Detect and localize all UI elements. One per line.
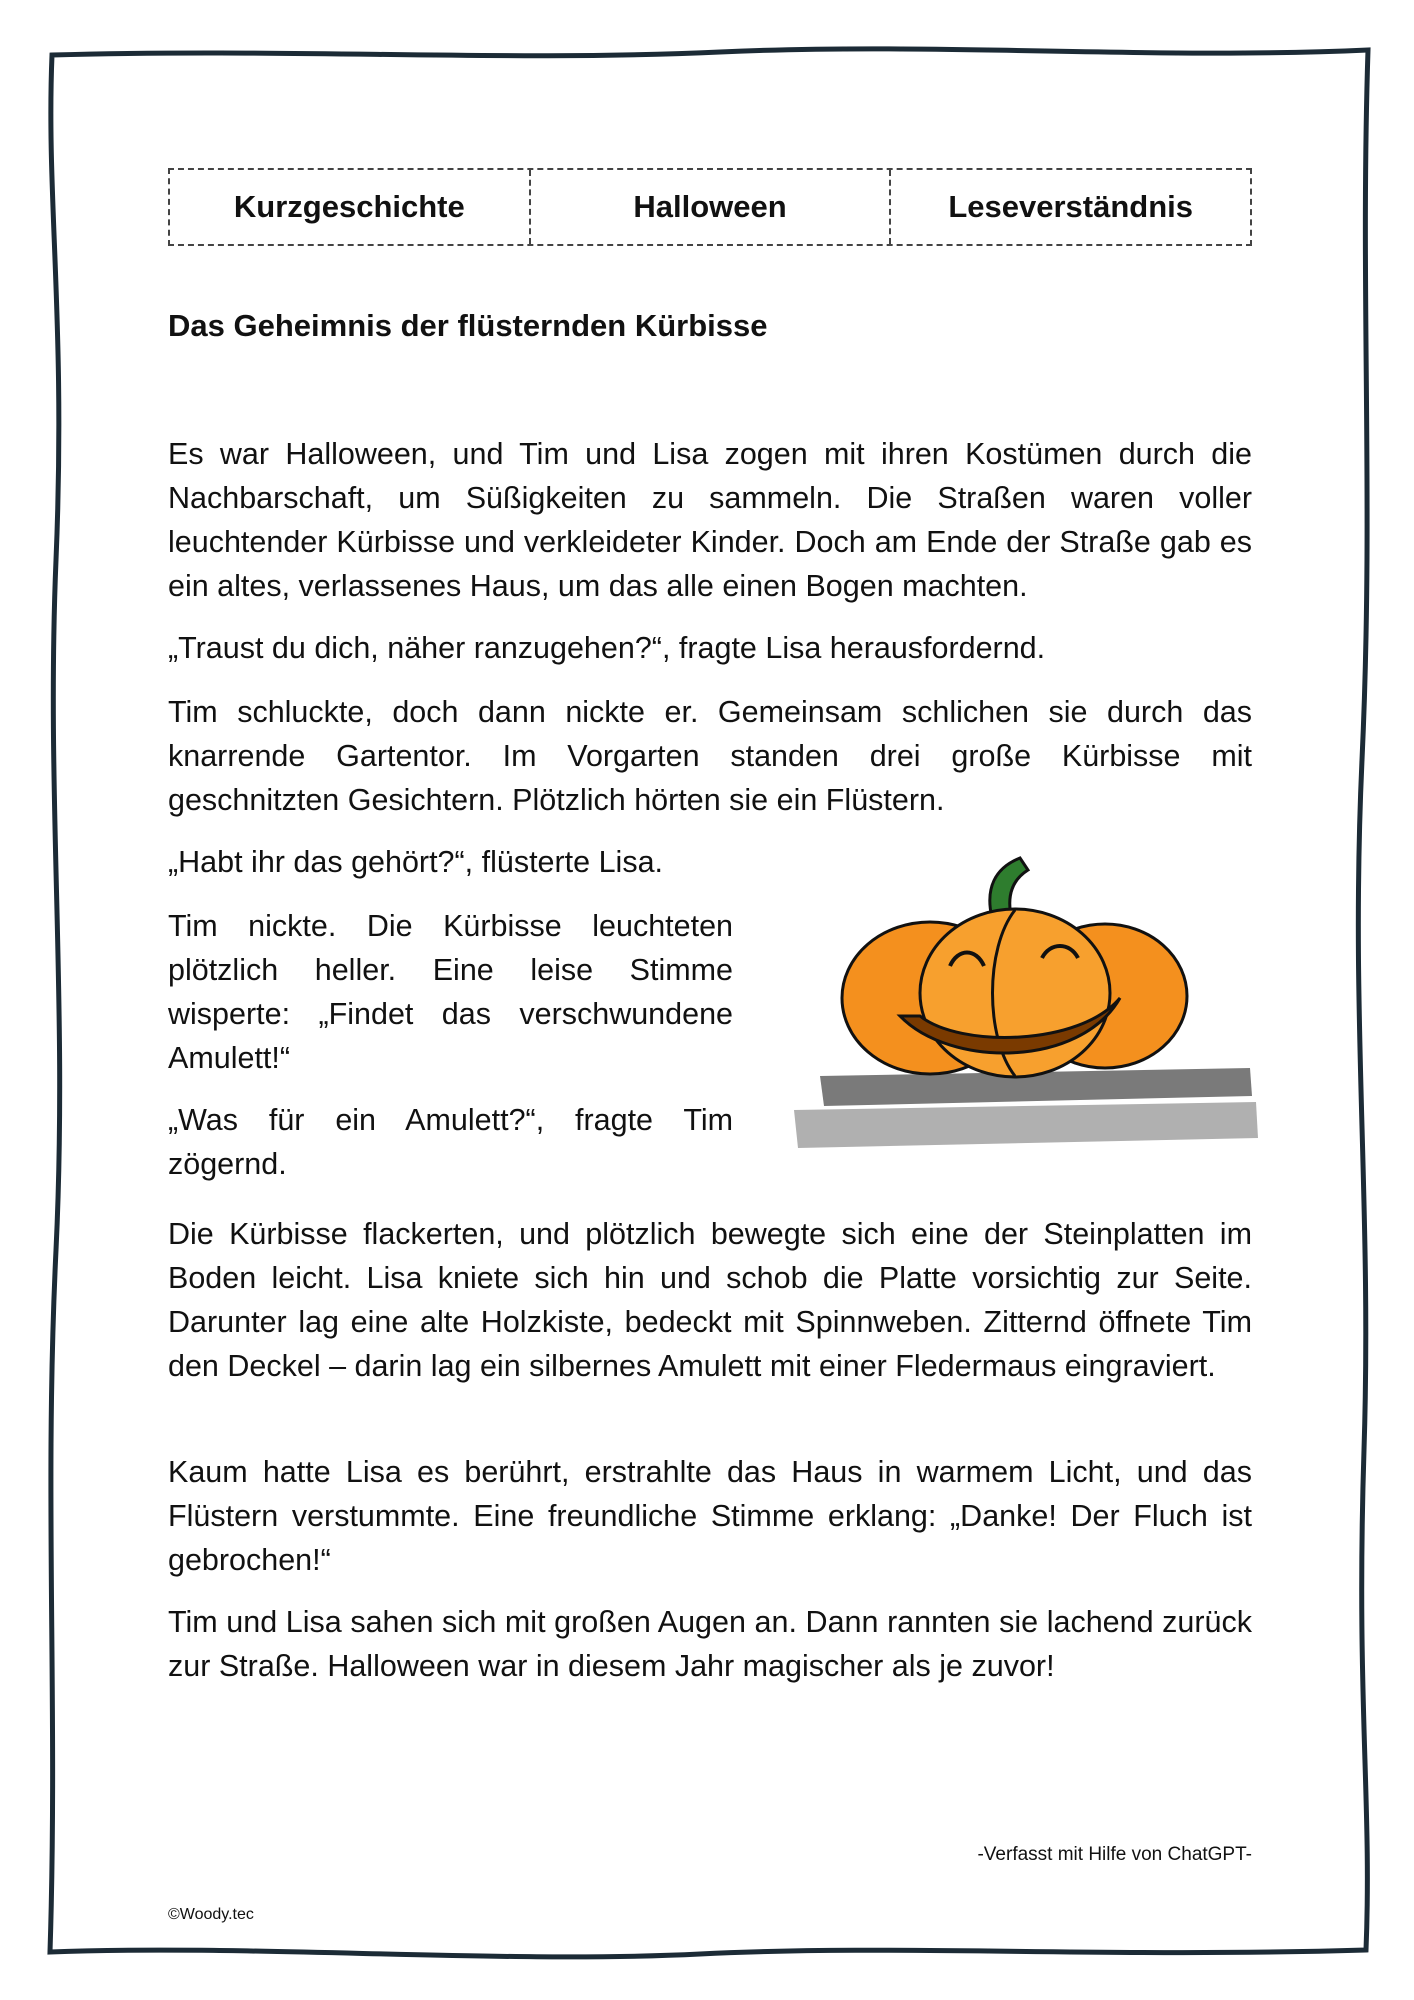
pumpkin-on-step-icon — [780, 848, 1260, 1158]
story-paragraph-9: Tim und Lisa sahen sich mit großen Augen an. Dann rannten sie lachend zurück zur Straße. Halloween war in diesem Jahr magischer als je zuvor! — [168, 1605, 1252, 1683]
story-paragraph-2: „Traust du dich, näher ranzugehen?“, fragte Lisa herausfordernd. — [168, 631, 1046, 665]
story-paragraph-7: Die Kürbisse flackerten, und plötzlich bewegte sich eine der Steinplatten im Boden leicht. Lisa kniete sich hin und schob die Platte vorsichtig zur Seite. Darunter lag eine alte Holzkiste, bedeckt mit Spinnweben. Zitternd öffnete Tim den Deckel – darin lag ein silbernes Amulett mit einer Fledermaus eingraviert. — [168, 1217, 1252, 1383]
story-paragraph-4: „Habt ihr das gehört?“, flüsterte Lisa. — [168, 845, 664, 879]
story-title: Das Geheimnis der flüsternden Kürbisse — [168, 308, 768, 343]
header-cell-kurzgeschichte: Kurzgeschichte — [233, 189, 465, 224]
header-table — [168, 168, 1252, 246]
story-paragraph-5: Tim nickte. Die Kürbisse leuchteten plötzlich heller. Eine leise Stimme wisperte: „Findet das verschwundene Amulett!“ — [168, 909, 733, 1075]
story-paragraph-8: Kaum hatte Lisa es berührt, erstrahlte das Haus in warmem Licht, und das Flüstern verstummte. Eine freundliche Stimme erklang: „Danke! Der Fluch ist gebrochen!“ — [168, 1455, 1252, 1577]
header-cell-halloween: Halloween — [529, 170, 890, 244]
credit-note: -Verfasst mit Hilfe von ChatGPT- — [977, 1844, 1252, 1865]
story-paragraph-6: „Was für ein Amulett?“, fragte Tim zögernd. — [168, 1103, 733, 1181]
story-paragraph-3: Tim schluckte, doch dann nickte er. Gemeinsam schlichen sie durch das knarrende Gartentor. Im Vorgarten standen drei große Kürbisse mit geschnitzten Gesichtern. Plötzlich hörten sie ein Flüstern. — [168, 695, 1252, 817]
story-paragraph-1: Es war Halloween, und Tim und Lisa zogen mit ihren Kostümen durch die Nachbarschaft, um Süßigkeiten zu sammeln. Die Straßen waren voller leuchtender Kürbisse und verkleideter Kinder. Doch am Ende der Straße gab es ein altes, verlassenes Haus, um das alle einen Bogen machten. — [168, 437, 1252, 603]
copyright-note: ©Woody.tec — [168, 1906, 254, 1923]
header-cell-leseverstaendnis: Leseverständnis — [889, 170, 1250, 244]
